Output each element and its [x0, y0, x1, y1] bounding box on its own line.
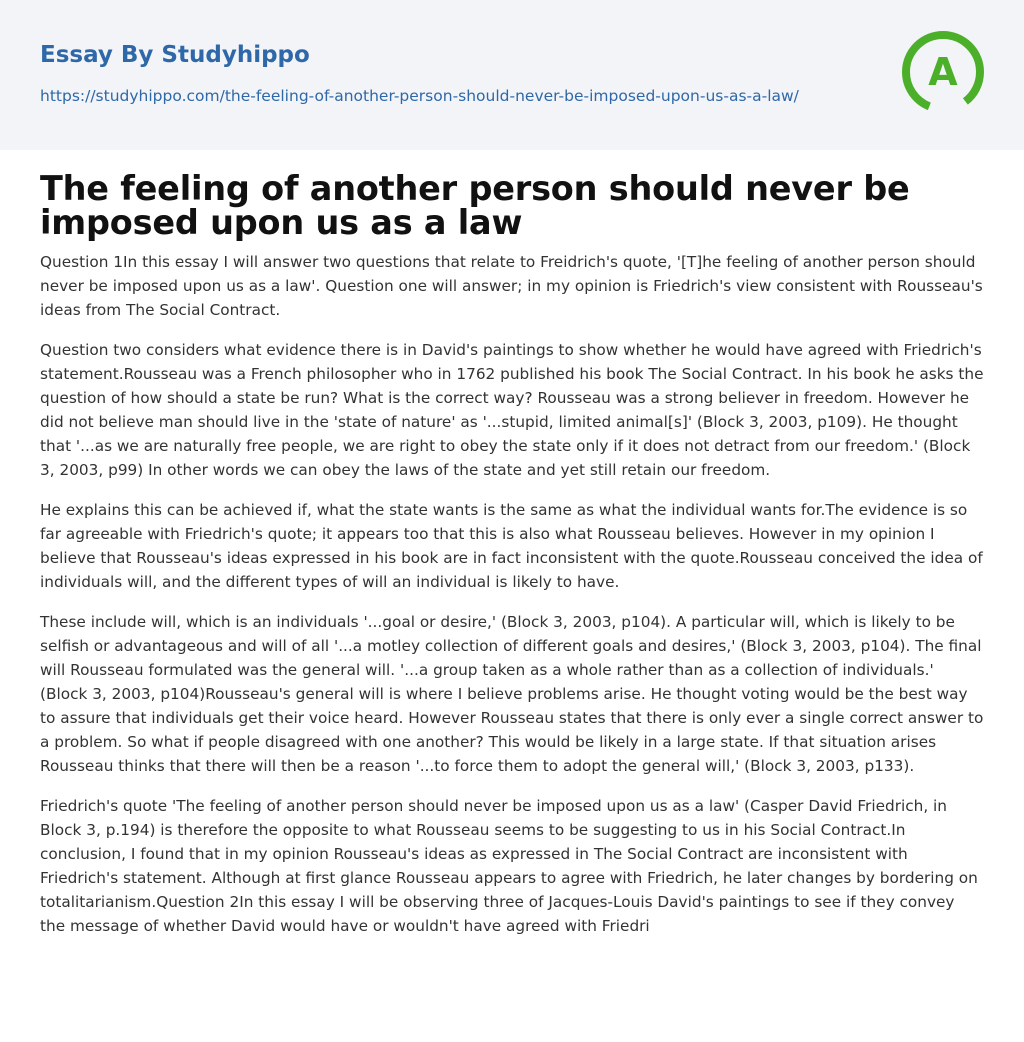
logo-letter: A — [928, 50, 958, 94]
studyhippo-logo-icon[interactable] — [900, 29, 986, 115]
article-paragraph: Question two considers what evidence there is in David's paintings to show whether he would have agreed with Friedrich's statement.Rousseau was a French philosopher who in 1762 published his book The Social Contract. In his book he asks the question of how should a state be run? What is the correct way? Rousseau was a strong believer in freedom. However he did not believe man should live in the 'state of nature' as '...stupid, limited animal[s]' (Block 3, 2003, p109). He thought that '...as we are naturally free people, we are right to obey the state only if it does not detract from our freedom.' (Block 3, 2003, p99) In other words we can obey the laws of the state and yet still retain our freedom. — [40, 341, 984, 479]
source-url-link[interactable]: https://studyhippo.com/the-feeling-of-another-person-should-never-be-imposed-upon-us-as-a-law/ — [40, 87, 799, 105]
site-header — [0, 0, 1024, 150]
article-paragraph: Question 1In this essay I will answer two questions that relate to Freidrich's quote, '[T]he feeling of another person should never be imposed upon us as a law'. Question one will answer; in my opinion is Friedrich's view consistent with Rousseau's ideas from The Social Contract. — [40, 253, 983, 319]
article-paragraph: These include will, which is an individuals '...goal or desire,' (Block 3, 2003, p104). A particular will, which is likely to be selfish or advantageous and will of all '...a motley collection of different goals and desires,' (Block 3, 2003, p104). The final will Rousseau formulated was the general will. '...a group taken as a whole rather than as a collection of individuals.' (Block 3, 2003, p104)Rousseau's general will is where I believe problems arise. He thought voting would be the best way to assure that individuals get their voice heard. However Rousseau states that there is only ever a single correct answer to a problem. So what if people disagreed with one another? This would be likely in a large state. If that situation arises Rousseau thinks that there will then be a reason '...to force them to adopt the general will,' (Block 3, 2003, p133). — [40, 613, 984, 775]
article-paragraph: He explains this can be achieved if, what the state wants is the same as what the individual wants for.The evidence is so far agreeable with Friedrich's quote; it appears too that this is also what Rousseau believes. However in my opinion I believe that Rousseau's ideas expressed in his book are in fact inconsistent with the quote.Rousseau conceived the idea of individuals will, and the different types of will an individual is likely to have. — [40, 501, 983, 591]
article-paragraph: Friedrich's quote 'The feeling of another person should never be imposed upon us as a law' (Casper David Friedrich, in Block 3, p.194) is therefore the opposite to what Rousseau seems to be suggesting to us in his Social Contract.In conclusion, I found that in my opinion Rousseau's ideas as expressed in The Social Contract are inconsistent with Friedrich's statement. Although at first glance Rousseau appears to agree with Friedrich, he later changes by bordering on totalitarianism.Question 2In this essay I will be observing three of Jacques-Louis David's paintings to see if they convey the message of whether David would have or wouldn't have agreed with Friedri — [40, 797, 978, 935]
brand-title[interactable]: Essay By Studyhippo — [40, 42, 310, 68]
article-title: The feeling of another person should never be imposed upon us as a law — [40, 169, 910, 242]
article — [0, 169, 1024, 938]
